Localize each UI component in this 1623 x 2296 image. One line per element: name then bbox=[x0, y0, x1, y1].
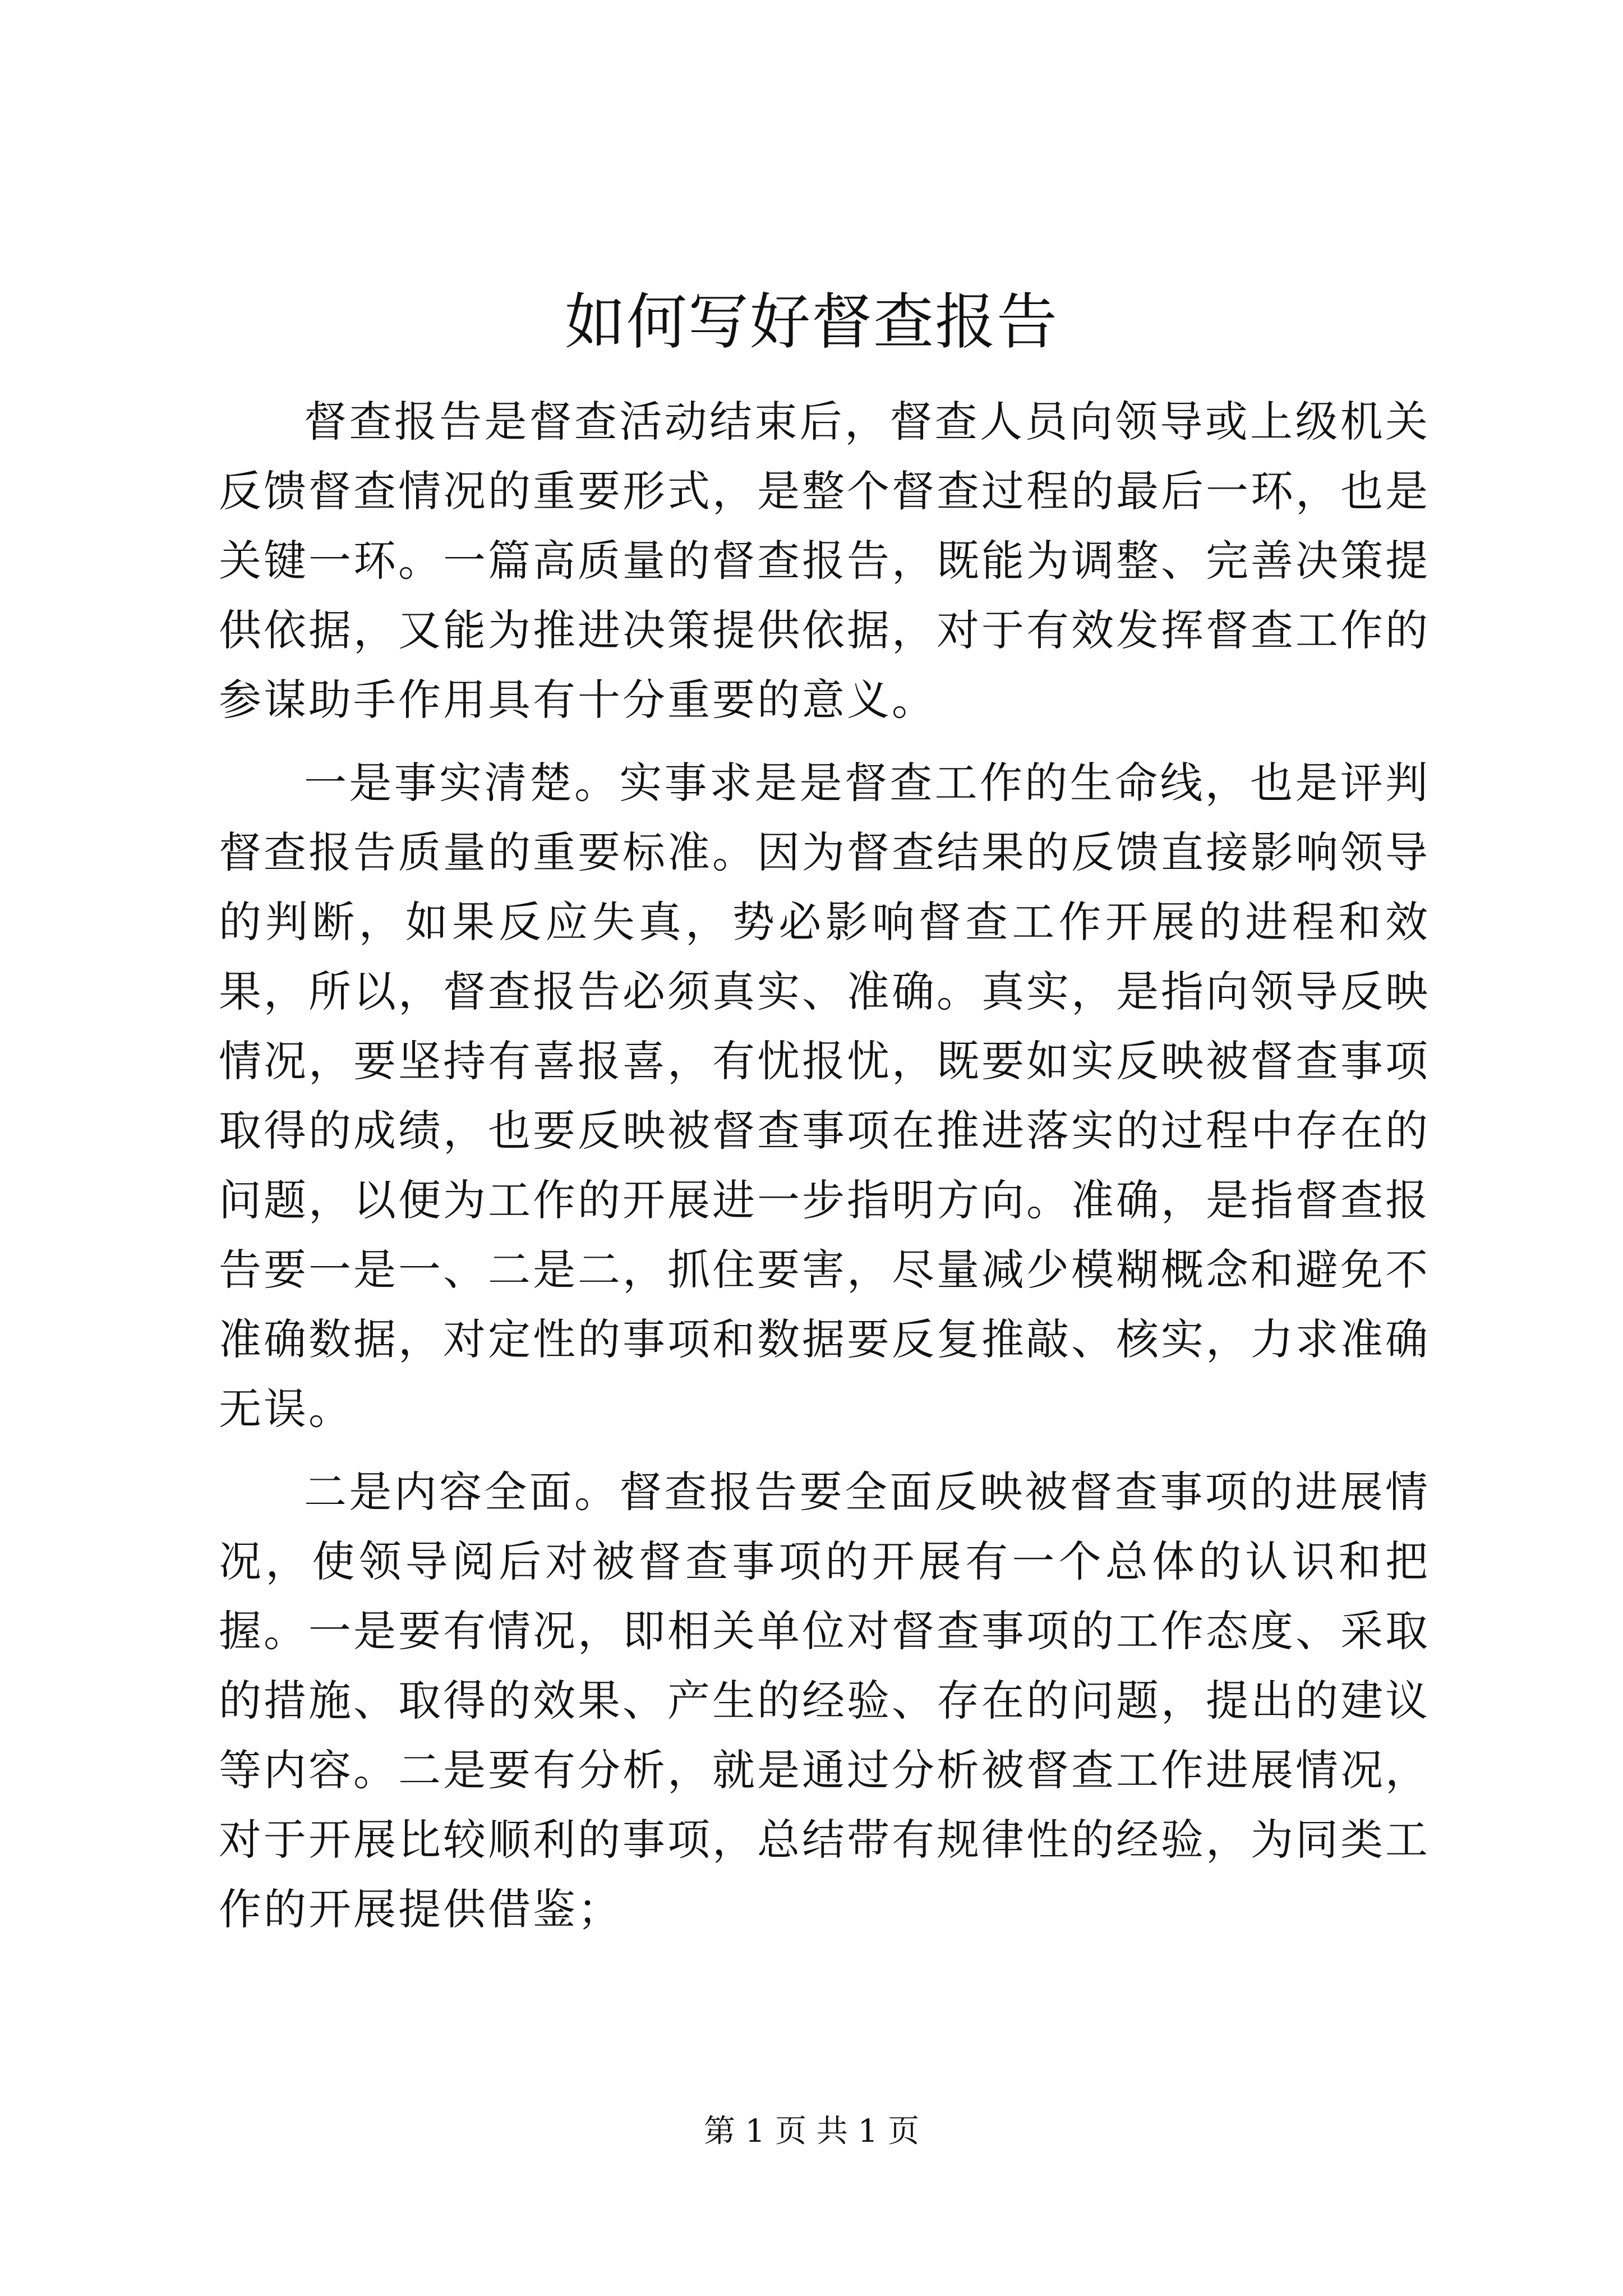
paragraph-facts-clear: 一是事实清楚。实事求是是督查工作的生命线，也是评判督查报告质量的重要标准。因为督查结果的反馈直接影响领导的判断，如果反应失真，势必影响督查工作开展的进程和效果，所以，督查报告必须真实、准确。真实，是指向领导反映情况，要坚持有喜报喜，有忧报忧，既要如实反映被督查事项取得的成绩，也要反映被督查事项在推进落实的过程中存在的问题，以便为工作的开展进一步指明方向。准确，是指督查报告要一是一、二是二，抓住要害，尽量减少模糊概念和避免不准确数据，对定性的事项和数据要反复推敲、核实，力求准确无误。 bbox=[219, 758, 1430, 1434]
paragraph-intro: 督查报告是督查活动结束后，督查人员向领导或上级机关反馈督查情况的重要形式，是整个督查过程的最后一环，也是关键一环。一篇高质量的督查报告，既能为调整、完善决策提供依据，又能为推进决策提供依据，对于有效发挥督查工作的参谋助手作用具有十分重要的意义。 bbox=[219, 397, 1430, 725]
document-title: 如何写好督查报告 bbox=[564, 287, 1058, 357]
paragraph-content-complete: 二是内容全面。督查报告要全面反映被督查事项的进展情况，使领导阅后对被督查事项的开展有一个总体的认识和把握。一是要有情况，即相关单位对督查事项的工作态度、采取的措施、取得的效果、产生的经验、存在的问题，提出的建议等内容。二是要有分析，就是通过分析被督查工作进展情况，对于开展比较顺利的事项，总结带有规律性的经验，为同类工作的开展提供借鉴； bbox=[219, 1467, 1430, 1934]
document-body bbox=[219, 387, 1430, 1944]
page-footer: 第 1 页 共 1 页 bbox=[703, 2113, 920, 2150]
